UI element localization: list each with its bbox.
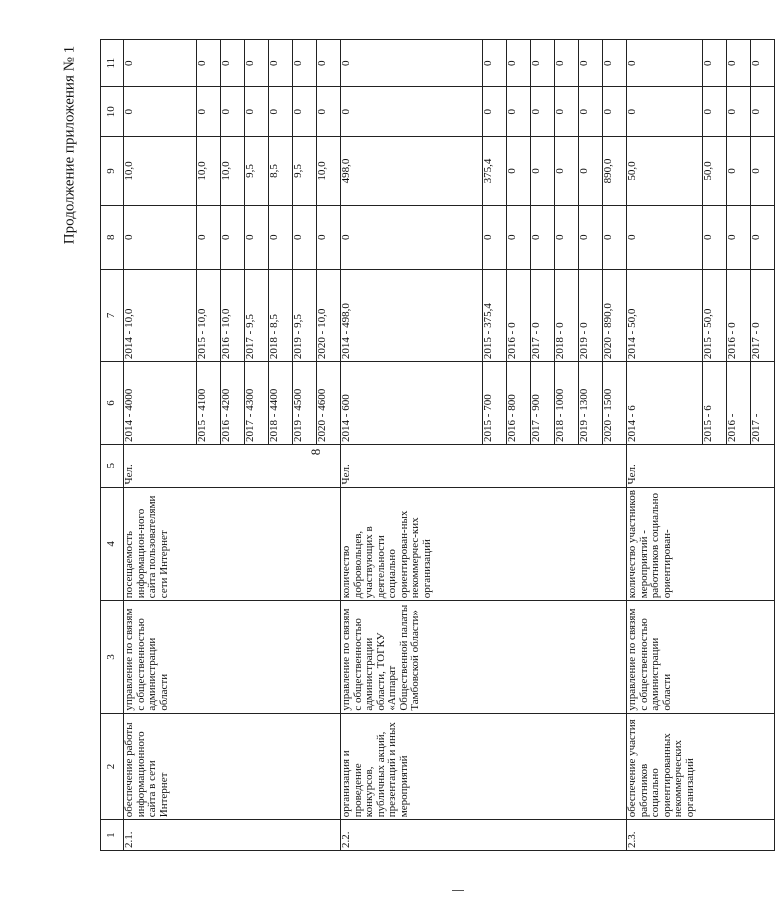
table-cell: 0 <box>703 40 727 87</box>
table-cell: 9,5 <box>245 137 269 206</box>
table-cell: 0 <box>221 205 245 269</box>
table-cell: 0 <box>124 87 197 137</box>
table-row <box>124 40 197 851</box>
merged-cell: 2.1. <box>124 820 341 851</box>
table-cell: 0 <box>627 205 703 269</box>
table-cell: 2017 - 900 <box>531 362 555 445</box>
table-cell: 2020 - 890,0 <box>603 269 627 361</box>
table-cell: 9,5 <box>293 137 317 206</box>
table-cell: 2020 - 1500 <box>603 362 627 445</box>
table-cell: 0 <box>124 40 197 87</box>
table-cell: 2019 - 4500 <box>293 362 317 445</box>
table-cell: 2018 - 4400 <box>269 362 293 445</box>
continuation-title: Продолжение приложения № 1 <box>61 45 78 245</box>
table-cell: 0 <box>269 205 293 269</box>
table-cell: 0 <box>341 87 483 137</box>
table-cell: 0 <box>555 137 579 206</box>
header-cell: 9 <box>101 137 124 206</box>
table-cell: 2018 - 1000 <box>555 362 579 445</box>
table-cell: 0 <box>341 205 483 269</box>
table-cell: 0 <box>317 87 341 137</box>
table-cell: 0 <box>197 87 221 137</box>
table-cell: 2014 - 498,0 <box>341 269 483 361</box>
table-cell: 10,0 <box>317 137 341 206</box>
table-cell: 0 <box>579 87 603 137</box>
table-row <box>627 40 703 851</box>
table-cell: 0 <box>531 137 555 206</box>
table-cell: 0 <box>124 205 197 269</box>
table-cell: 2016 - 800 <box>507 362 531 445</box>
merged-cell: обеспечение участия работников социально ориентированных некоммерческих организаций <box>627 713 775 820</box>
table-cell: 2015 - 6 <box>703 362 727 445</box>
table-cell: 2015 - 375,4 <box>483 269 507 361</box>
table-cell: 0 <box>627 87 703 137</box>
table-cell: 0 <box>727 205 751 269</box>
table-cell: 0 <box>579 40 603 87</box>
merged-cell: Чел. <box>124 444 341 487</box>
header-cell: 7 <box>101 269 124 361</box>
table-cell: 2016 - <box>727 362 751 445</box>
table-cell: 50,0 <box>703 137 727 206</box>
merged-cell: посещаемость информацион-ного сайта пользователями сети Интернет <box>124 487 341 601</box>
table-cell: 2015 - 700 <box>483 362 507 445</box>
table-cell: 0 <box>245 40 269 87</box>
table-cell: 0 <box>507 205 531 269</box>
table-cell: 0 <box>269 87 293 137</box>
table-cell: 50,0 <box>627 137 703 206</box>
table-cell: 0 <box>293 40 317 87</box>
table-cell: 0 <box>751 87 775 137</box>
table-cell: 0 <box>727 40 751 87</box>
table-cell: 0 <box>317 205 341 269</box>
merged-cell: обеспечение работы информационного сайта в сети Интернет <box>124 713 341 820</box>
header-cell: 10 <box>101 87 124 137</box>
table-cell: 0 <box>555 205 579 269</box>
table-row <box>341 40 483 851</box>
table-cell: 0 <box>531 205 555 269</box>
table-cell: 0 <box>751 205 775 269</box>
table-body <box>101 40 775 851</box>
table-cell: 2014 - 10,0 <box>124 269 197 361</box>
table-cell: 2017 - 4300 <box>245 362 269 445</box>
table-cell: 0 <box>555 40 579 87</box>
table-cell: 2016 - 0 <box>727 269 751 361</box>
table-cell: 2019 - 9,5 <box>293 269 317 361</box>
table-cell: 2015 - 10,0 <box>197 269 221 361</box>
table-cell: 0 <box>293 87 317 137</box>
appendix-table <box>100 39 775 851</box>
table-cell: 2015 - 50,0 <box>703 269 727 361</box>
table-cell: 2016 - 0 <box>507 269 531 361</box>
table-cell: 0 <box>555 87 579 137</box>
table-cell: 2015 - 4100 <box>197 362 221 445</box>
header-cell: 8 <box>101 205 124 269</box>
merged-cell: количество добровольцев, участвующих в деятельности социально ориентирован-ных некоммерчес-ких организаций <box>341 487 627 601</box>
table-cell: 0 <box>579 205 603 269</box>
merged-cell: Чел. <box>627 444 775 487</box>
page-number: 8 <box>308 448 323 456</box>
merged-cell: количество участников мероприятий - работников социально ориентирован- <box>627 487 775 601</box>
table-cell: 10,0 <box>197 137 221 206</box>
merged-cell: организация и проведение конкурсов, публичных акций, презентаций и иных мероприятий <box>341 713 627 820</box>
header-row <box>101 40 124 851</box>
table-cell: 2020 - 10,0 <box>317 269 341 361</box>
table-cell: 2020 - 4600 <box>317 362 341 445</box>
table-cell: 0 <box>703 205 727 269</box>
table-cell: 2014 - 4000 <box>124 362 197 445</box>
table-cell: 0 <box>507 87 531 137</box>
table-cell: 0 <box>483 205 507 269</box>
header-cell: 11 <box>101 40 124 87</box>
table-cell: 0 <box>317 40 341 87</box>
table-cell: 2014 - 6 <box>627 362 703 445</box>
merged-cell: управление по связям с общественностью администрации области <box>124 601 341 713</box>
table-cell: 2014 - 600 <box>341 362 483 445</box>
table-cell: 0 <box>197 205 221 269</box>
table-cell: 0 <box>507 40 531 87</box>
table-cell: 8,5 <box>269 137 293 206</box>
table-cell: 0 <box>221 40 245 87</box>
table-cell: 0 <box>727 87 751 137</box>
table-cell: 2018 - 0 <box>555 269 579 361</box>
merged-cell: 2.3. <box>627 820 775 851</box>
header-cell: 3 <box>101 601 124 713</box>
table-cell: 2016 - 10,0 <box>221 269 245 361</box>
table-cell: 0 <box>197 40 221 87</box>
header-cell: 6 <box>101 362 124 445</box>
table-cell: 0 <box>341 40 483 87</box>
table-cell: 10,0 <box>221 137 245 206</box>
table-cell: 0 <box>751 40 775 87</box>
table-cell: 2017 - 0 <box>531 269 555 361</box>
table-cell: 0 <box>293 205 317 269</box>
merged-cell: 2.2. <box>341 820 627 851</box>
table-cell: 375,4 <box>483 137 507 206</box>
header-cell: 1 <box>101 820 124 851</box>
table-cell: 0 <box>627 40 703 87</box>
merged-cell: Чел. <box>341 444 627 487</box>
table-cell: 0 <box>603 40 627 87</box>
table-cell: 890,0 <box>603 137 627 206</box>
table-cell: 0 <box>603 87 627 137</box>
table-cell: 2019 - 1300 <box>579 362 603 445</box>
footer-dash <box>452 890 464 891</box>
table-cell: 0 <box>245 87 269 137</box>
table-cell: 2017 - 0 <box>751 269 775 361</box>
table-cell: 0 <box>483 40 507 87</box>
table-cell: 0 <box>751 137 775 206</box>
table-cell: 0 <box>483 87 507 137</box>
header-cell: 5 <box>101 444 124 487</box>
table-cell: 0 <box>727 137 751 206</box>
table-cell: 0 <box>579 137 603 206</box>
table-cell: 2019 - 0 <box>579 269 603 361</box>
table-cell: 2017 - 9,5 <box>245 269 269 361</box>
table-cell: 0 <box>603 205 627 269</box>
rotated-table-container <box>100 39 762 851</box>
table-cell: 0 <box>531 87 555 137</box>
merged-cell: управление по связям с общественностью администрации области <box>627 601 775 713</box>
table-cell: 2014 - 50,0 <box>627 269 703 361</box>
table-cell: 0 <box>269 40 293 87</box>
table-cell: 2016 - 4200 <box>221 362 245 445</box>
table-cell: 0 <box>221 87 245 137</box>
header-cell: 2 <box>101 713 124 820</box>
table-cell: 0 <box>531 40 555 87</box>
table-cell: 2017 - <box>751 362 775 445</box>
table-cell: 498,0 <box>341 137 483 206</box>
table-cell: 10,0 <box>124 137 197 206</box>
table-cell: 0 <box>703 87 727 137</box>
header-cell: 4 <box>101 487 124 601</box>
merged-cell: управление по связям с общественностью администрации области, ТОГКУ «Аппарат Общественной палаты Тамбовской области» <box>341 601 627 713</box>
table-cell: 0 <box>245 205 269 269</box>
table-cell: 2018 - 8,5 <box>269 269 293 361</box>
table-cell: 0 <box>507 137 531 206</box>
